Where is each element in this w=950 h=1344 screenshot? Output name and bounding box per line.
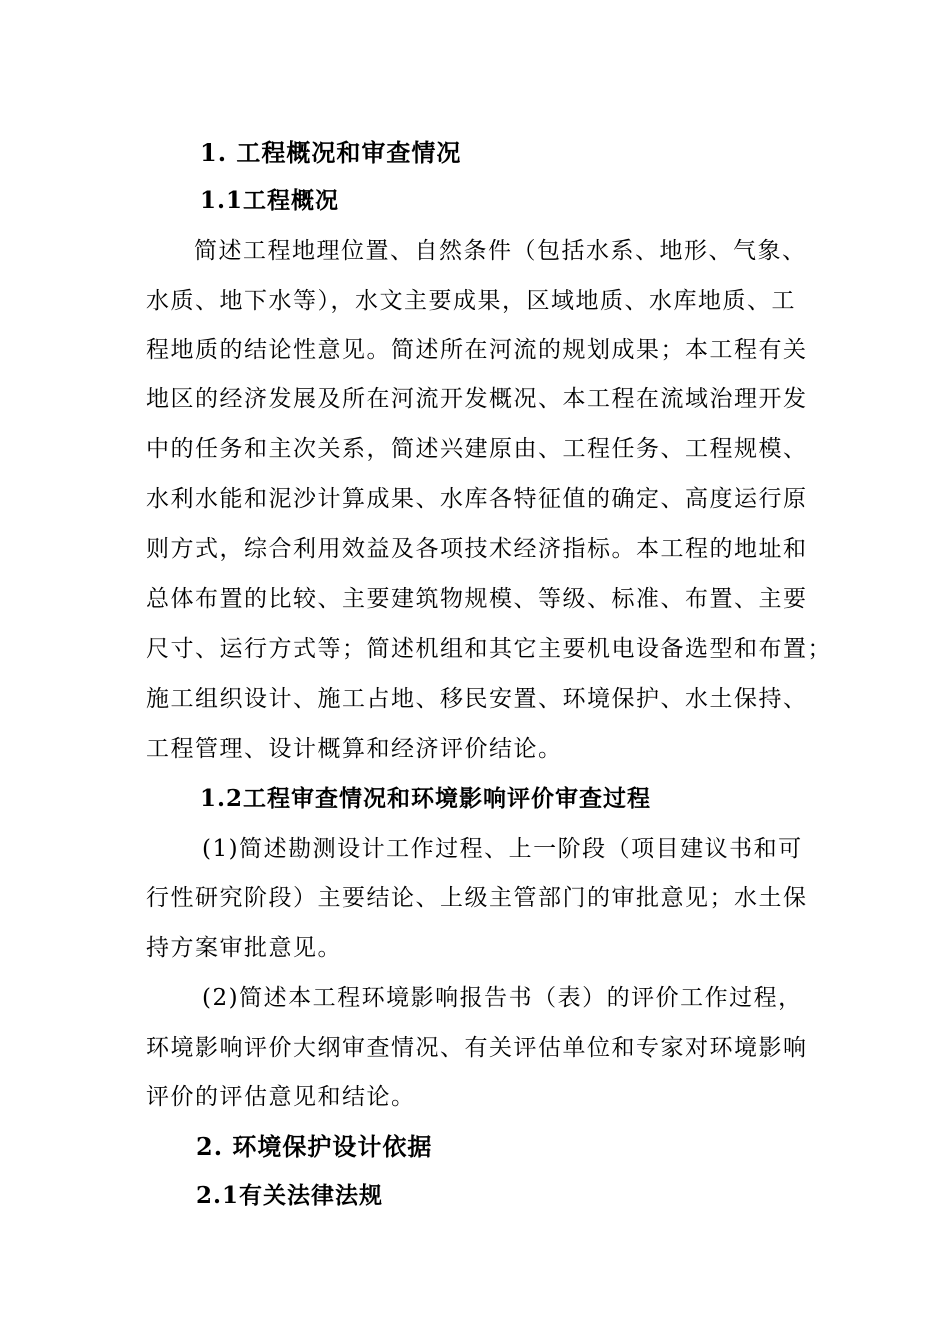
paragraph-line: 中的任务和主次关系，简述兴建原由、工程任务、工程规模、 xyxy=(146,436,808,462)
section-2-1-heading: 2.1有关法律法规 xyxy=(196,1182,384,1209)
paragraph-line: 行性研究阶段）主要结论、上级主管部门的审批意见；水土保 xyxy=(146,885,808,911)
paragraph-line: 总体布置的比较、主要建筑物规模、等级、标准、布置、主要 xyxy=(146,586,808,612)
paragraph-line: 评价的评估意见和结论。 xyxy=(146,1084,416,1110)
section-2-heading: 2. 环境保护设计依据 xyxy=(196,1132,433,1161)
paragraph-line: 简述工程地理位置、自然条件（包括水系、地形、气象、 xyxy=(194,238,807,264)
paragraph-line: 程地质的结论性意见。简述所在河流的规划成果；本工程有关 xyxy=(146,337,808,363)
paragraph-line: 地区的经济发展及所在河流开发概况、本工程在流域治理开发 xyxy=(146,386,808,412)
paragraph-line: 则方式，综合利用效益及各项技术经济指标。本工程的地址和 xyxy=(146,536,808,562)
paragraph-line: (1)简述勘测设计工作过程、上一阶段（项目建议书和可 xyxy=(202,836,803,862)
section-1-2-heading: 1.2工程审查情况和环境影响评价审查过程 xyxy=(200,785,652,812)
paragraph-line: 尺寸、运行方式等；简述机组和其它主要机电设备选型和布置； xyxy=(146,636,832,662)
paragraph-line: 水质、地下水等），水文主要成果，区域地质、水库地质、工 xyxy=(146,288,796,314)
paragraph-line: 水利水能和泥沙计算成果、水库各特征值的确定、高度运行原 xyxy=(146,486,808,512)
paragraph-line: 持方案审批意见。 xyxy=(146,935,342,961)
section-1-heading: 1. 工程概况和审查情况 xyxy=(200,138,462,167)
paragraph-line: (2)简述本工程环境影响报告书（表）的评价工作过程， xyxy=(202,985,803,1011)
paragraph-line: 环境影响评价大纲审查情况、有关评估单位和专家对环境影响 xyxy=(146,1035,808,1061)
section-1-1-heading: 1.1工程概况 xyxy=(200,187,340,214)
paragraph-line: 施工组织设计、施工占地、移民安置、环境保护、水土保持、 xyxy=(146,686,808,712)
paragraph-line: 工程管理、设计概算和经济评价结论。 xyxy=(146,736,563,762)
